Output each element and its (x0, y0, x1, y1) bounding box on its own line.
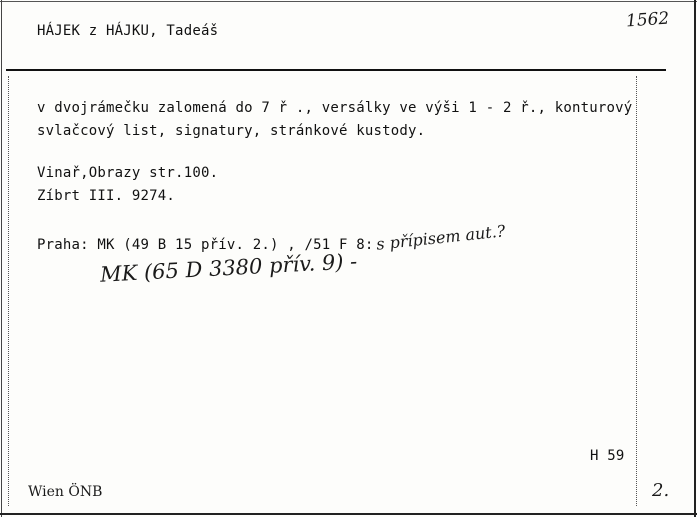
card-left-edge (1, 0, 2, 517)
left-margin-dotted-line (8, 76, 9, 506)
card-right-edge (694, 0, 696, 517)
description-line-1: v dvojrámečku zalomená do 7 ř ., versálky ve výši 1 - 2 ř., konturový (37, 100, 633, 116)
holdings-location: Praha: MK (49 B 15 přív. 2.) , /51 F 8: (37, 237, 374, 253)
handwritten-holdings: MK (65 D 3380 přív. 9) - (99, 249, 358, 287)
card-bottom-edge (0, 513, 697, 515)
shelf-mark: H 59 (590, 448, 625, 464)
description-line-2: svlačcový list, signatury, stránkové kustody. (37, 123, 426, 139)
footer-library-stamp: Wien ÖNB (28, 484, 103, 500)
footer-sequence: 2. (652, 480, 670, 501)
heading-rule (6, 69, 666, 71)
card-number: 1562 (625, 8, 670, 32)
card-heading: HÁJEK z HÁJKU, Tadeáš (37, 23, 219, 39)
right-margin-dotted-line (636, 76, 637, 506)
reference-zibrt: Zíbrt III. 9274. (37, 188, 176, 204)
handwritten-note: s přípisem aut.? (375, 221, 507, 254)
reference-vinar: Vinař,Obrazy str.100. (37, 165, 219, 181)
card-top-edge (0, 1, 697, 2)
